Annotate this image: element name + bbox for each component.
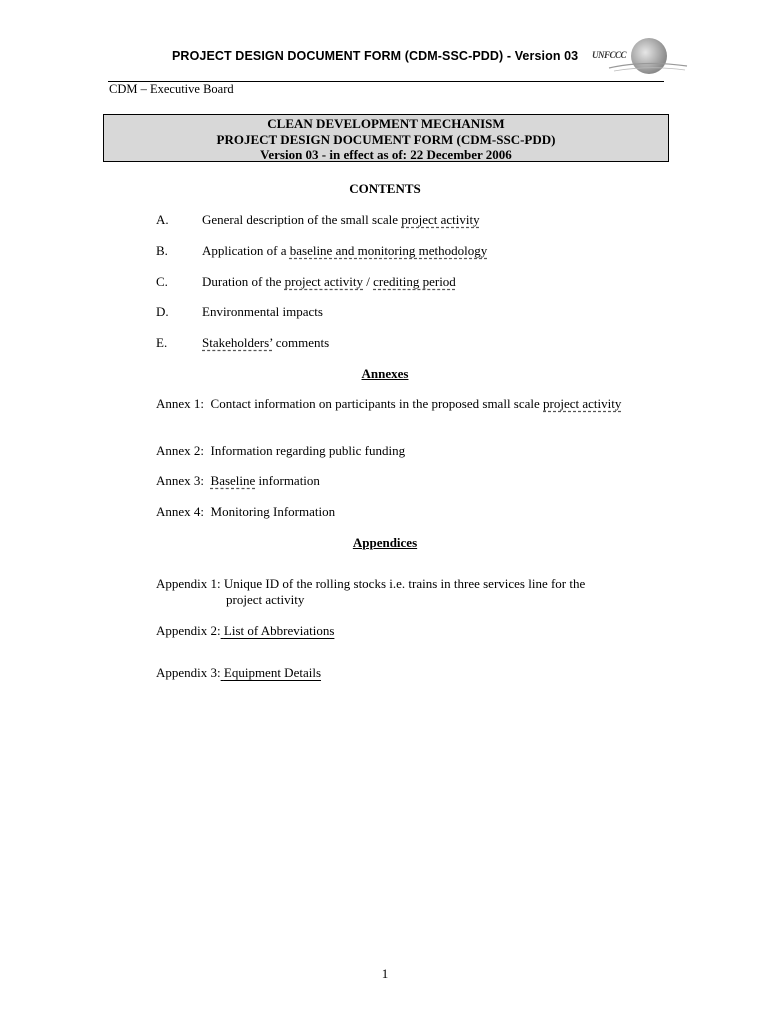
title-line-3: Version 03 - in effect as of: 22 December 2006 [260, 147, 512, 162]
title-box [103, 114, 669, 162]
annex-link[interactable]: Baseline [210, 473, 256, 488]
contents-heading: CONTENTS [349, 181, 421, 196]
appendix-link[interactable]: Equipment Details [223, 665, 322, 680]
section-letter: E. [156, 335, 168, 350]
appendix-label: Appendix 2: [156, 623, 221, 638]
appendix-2 [156, 623, 636, 639]
section-d [156, 304, 323, 320]
logo-text: UNFCCC [592, 50, 627, 60]
annex-text: Information regarding public funding [210, 443, 406, 458]
section-c [156, 274, 456, 290]
section-text: Environmental impacts [202, 304, 323, 319]
title-line-2: PROJECT DESIGN DOCUMENT FORM (CDM-SSC-PDD) [216, 131, 556, 147]
annex-text: Monitoring Information [210, 504, 336, 519]
page-number: 1 [381, 966, 389, 981]
annexes-heading: Annexes [361, 366, 409, 381]
appendix-label: Appendix 3: [156, 665, 221, 680]
section-text: Duration of the [202, 274, 285, 289]
appendix-1 [156, 576, 636, 608]
annex-1 [156, 396, 626, 412]
annex-text: information [255, 473, 320, 488]
section-a [156, 212, 480, 228]
section-link[interactable]: baseline and monitoring methodology [289, 243, 488, 258]
appendix-text-continued: project activity [226, 592, 305, 607]
annex-link[interactable]: project activity [543, 396, 622, 411]
section-link[interactable]: Stakeholders’ [202, 335, 273, 350]
header-subtitle: CDM – Executive Board [109, 82, 234, 96]
section-letter: A. [156, 212, 169, 227]
section-b [156, 243, 487, 259]
section-letter: C. [156, 274, 168, 289]
section-letter: B. [156, 243, 168, 258]
section-link[interactable]: project activity [401, 212, 480, 227]
section-separator: / [363, 274, 374, 289]
appendix-label: Appendix 1: [156, 576, 221, 591]
appendix-link[interactable]: List of Abbreviations [223, 623, 335, 638]
section-e [156, 335, 329, 351]
section-link[interactable]: project activity [284, 274, 364, 289]
section-link-2[interactable]: crediting period [373, 274, 456, 289]
appendix-text: Unique ID of the rolling stocks i.e. trains in three services line for the [223, 576, 586, 591]
annex-label: Annex 3: [156, 473, 205, 488]
annex-text: Contact information on participants in the proposed small scale [210, 396, 544, 411]
section-letter: D. [156, 304, 169, 319]
title-line-1: CLEAN DEVELOPMENT MECHANISM [267, 116, 505, 131]
annex-label: Annex 2: [156, 443, 205, 458]
annex-2 [156, 443, 626, 459]
appendix-3 [156, 665, 636, 681]
annex-label: Annex 4: [156, 504, 205, 519]
appendices-heading: Appendices [352, 535, 418, 550]
annex-3 [156, 473, 626, 489]
section-text: comments [272, 335, 330, 350]
header-title: PROJECT DESIGN DOCUMENT FORM (CDM-SSC-PDD) - Version 03 [172, 49, 579, 63]
section-text: General description of the small scale [202, 212, 402, 227]
annex-4 [156, 504, 626, 520]
unfccc-logo [589, 38, 689, 78]
annex-label: Annex 1: [156, 396, 205, 411]
section-text: Application of a [202, 243, 290, 258]
